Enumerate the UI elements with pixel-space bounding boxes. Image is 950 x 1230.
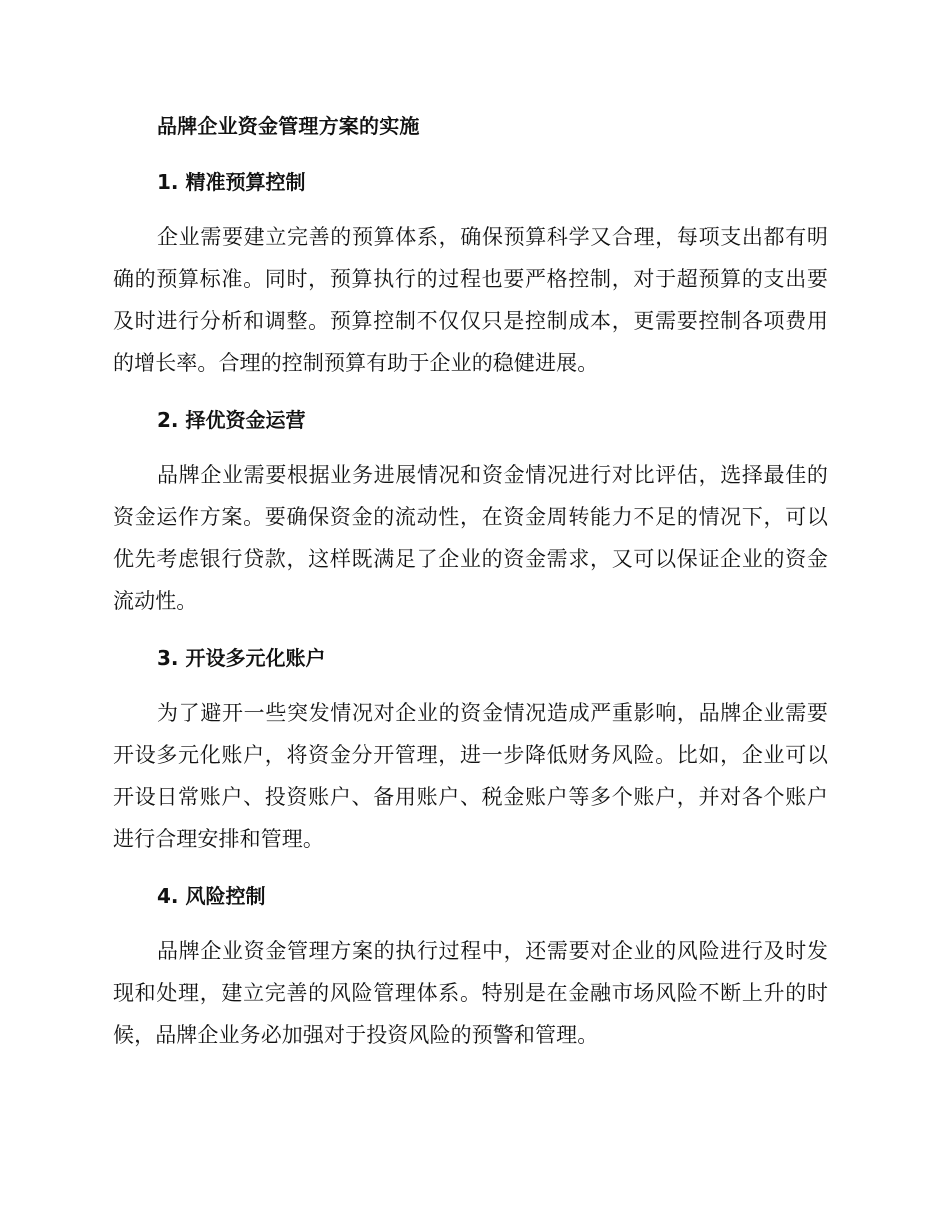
- section-risk-control: [113, 882, 828, 1056]
- section-diversified-accounts: [113, 644, 828, 860]
- section-budget-control: [113, 168, 828, 384]
- section-heading: 4. 风险控制: [157, 884, 266, 908]
- section-fund-operation: [113, 406, 828, 622]
- section-paragraph: 为了避开一些突发情况对企业的资金情况造成严重影响，品牌企业需要开设多元化账户，将资金分开管理，进一步降低财务风险。比如，企业可以开设日常账户、投资账户、备用账户、税金账户等多个账户，并对各个账户进行合理安排和管理。: [113, 701, 828, 851]
- section-paragraph: 品牌企业资金管理方案的执行过程中，还需要对企业的风险进行及时发现和处理，建立完善的风险管理体系。特别是在金融市场风险不断上升的时候，品牌企业务必加强对于投资风险的预警和管理。: [113, 939, 828, 1047]
- section-heading: 2. 择优资金运营: [157, 408, 306, 432]
- section-heading: 3. 开设多元化账户: [157, 646, 326, 670]
- document-title: 品牌企业资金管理方案的实施: [157, 114, 420, 138]
- section-heading: 1. 精准预算控制: [157, 170, 306, 194]
- section-paragraph: 品牌企业需要根据业务进展情况和资金情况进行对比评估，选择最佳的资金运作方案。要确保资金的流动性，在资金周转能力不足的情况下，可以优先考虑银行贷款，这样既满足了企业的资金需求，又可以保证企业的资金流动性。: [113, 463, 828, 613]
- section-paragraph: 企业需要建立完善的预算体系，确保预算科学又合理，每项支出都有明确的预算标准。同时，预算执行的过程也要严格控制，对于超预算的支出要及时进行分析和调整。预算控制不仅仅只是控制成本，更需要控制各项费用的增长率。合理的控制预算有助于企业的稳健进展。: [113, 225, 828, 375]
